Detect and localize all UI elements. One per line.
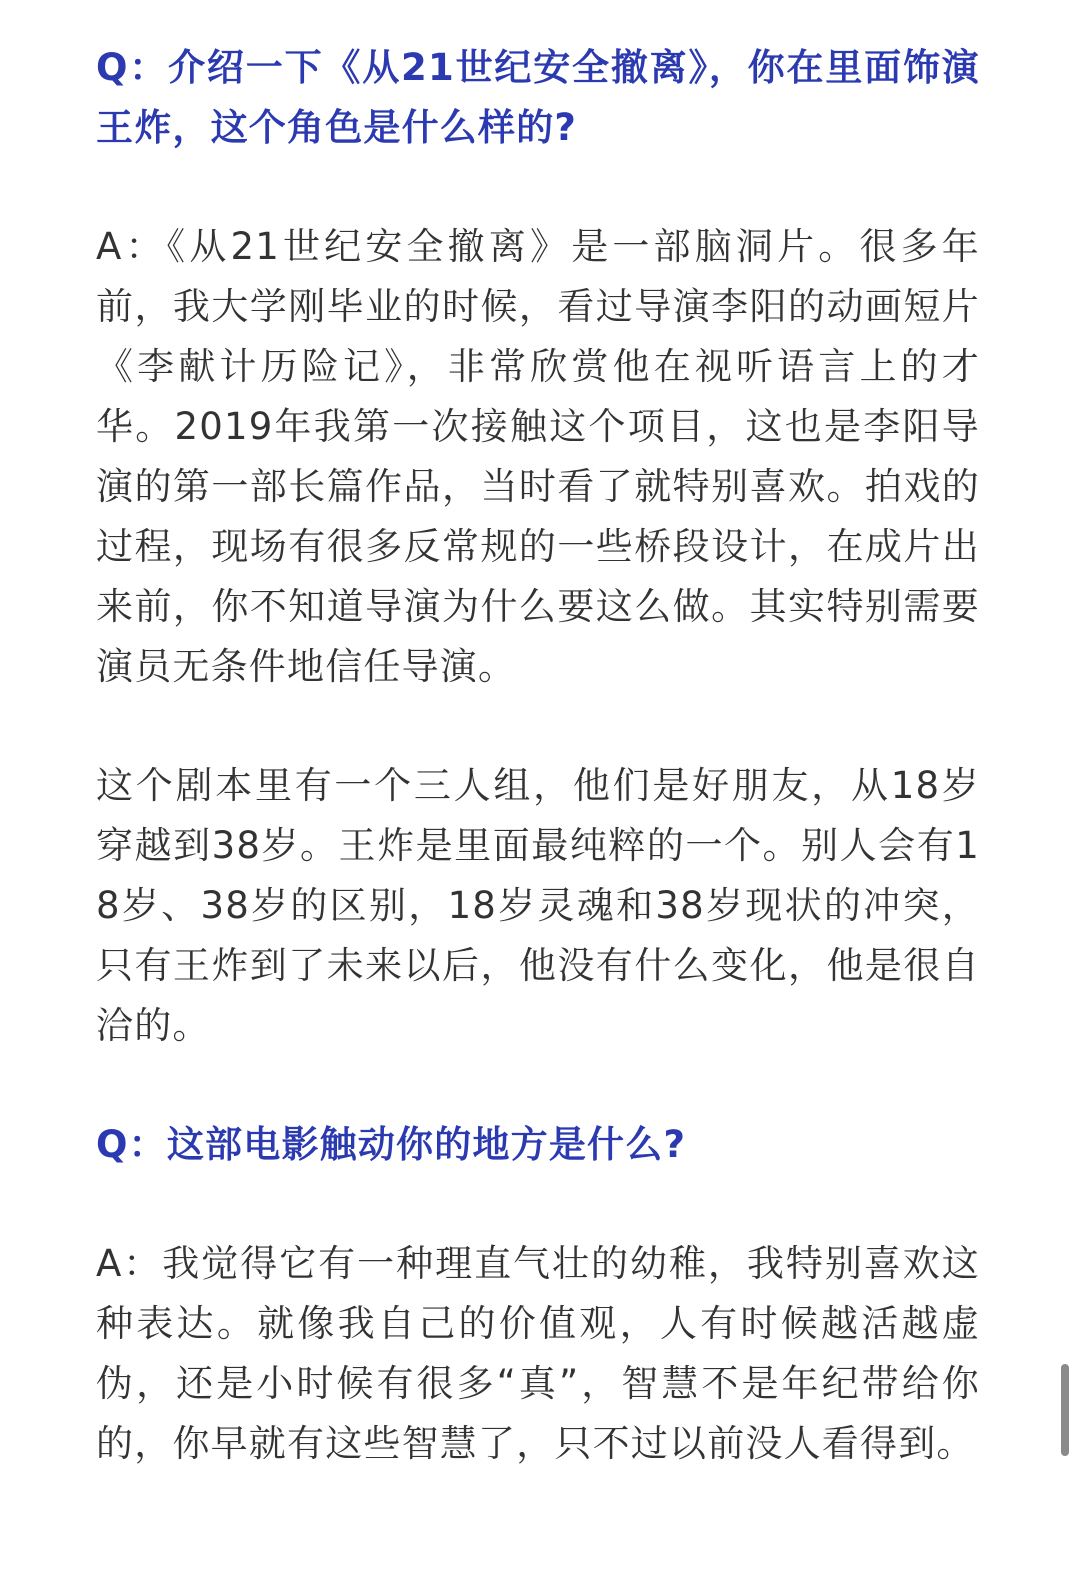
scrollbar-thumb[interactable]	[1061, 1364, 1069, 1456]
answer-2: A：我觉得它有一种理直气壮的幼稚，我特别喜欢这种表达。就像我自己的价值观，人有时候越活越虚伪，还是小时候有很多“真”，智慧不是年纪带给你的，你早就有这些智慧了，只不过以前没人看得到。	[96, 1242, 980, 1465]
question-2: Q：这部电影触动你的地方是什么?	[96, 1123, 687, 1166]
answer-1-continued: 这个剧本里有一个三人组，他们是好朋友，从18岁穿越到38岁。王炸是里面最纯粹的一个。别人会有18岁、38岁的区别，18岁灵魂和38岁现状的冲突，只有王炸到了未来以后，他没有什么变化，他是很自洽的。	[96, 764, 980, 1047]
article-body	[96, 38, 980, 1474]
answer-1: A：《从21世纪安全撤离》是一部脑洞片。很多年前，我大学刚毕业的时候，看过导演李阳的动画短片《李献计历险记》，非常欣赏他在视听语言上的才华。2019年我第一次接触这个项目，这也是李阳导演的第一部长篇作品，当时看了就特别喜欢。拍戏的过程，现场有很多反常规的一些桥段设计，在成片出来前，你不知道导演为什么要这么做。其实特别需要演员无条件地信任导演。	[96, 225, 980, 688]
question-1: Q：介绍一下《从21世纪安全撤离》，你在里面饰演王炸，这个角色是什么样的?	[96, 46, 980, 149]
